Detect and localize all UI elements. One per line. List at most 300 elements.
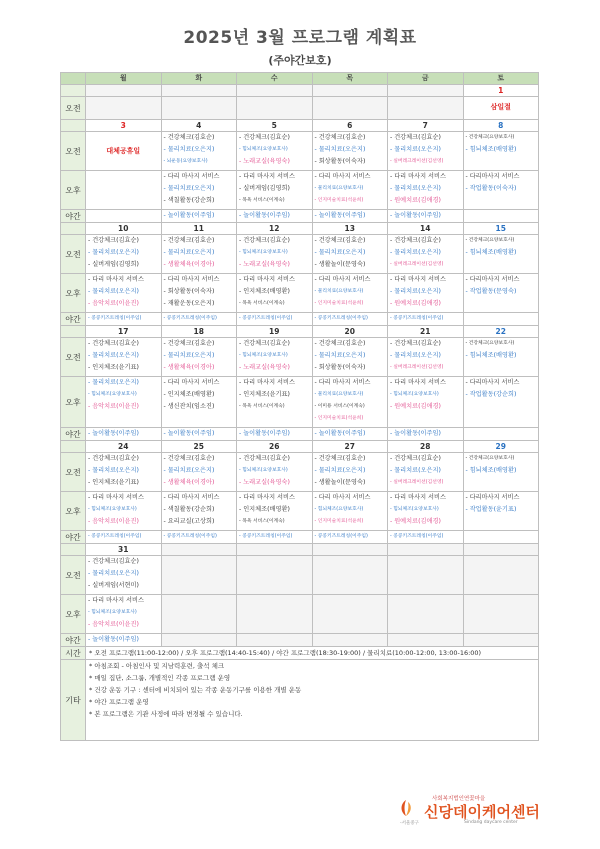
- program-item: - 이미용 서비스(이계숙): [314, 404, 365, 409]
- program-item: - 콩콩키즈트레칭(이주임): [390, 316, 444, 321]
- page-title: 2025년 3월 프로그램 계획표: [183, 28, 417, 48]
- row-label-am: 오전: [61, 453, 86, 492]
- row-label-night: 야간: [61, 428, 86, 441]
- program-item-text: 인지체조(배영환): [243, 288, 290, 295]
- program-item: - 노래교실(육영숙): [239, 158, 290, 165]
- program-item: - 건강체크(김효순): [88, 237, 139, 244]
- program-item: - 음악치료(이윤진): [88, 403, 139, 410]
- holiday-label: 삼일절: [490, 103, 511, 111]
- program-item-text: 실버게임(서현미): [92, 582, 139, 589]
- schedule-cell: [312, 338, 388, 377]
- program-item: - 놀이활동(이주임): [390, 430, 441, 437]
- row-label-pm: 오후: [61, 595, 86, 634]
- program-item-text: 건강체크(김효순): [394, 134, 441, 141]
- date-cell: 20: [312, 326, 388, 338]
- schedule-cell: [86, 377, 162, 428]
- program-item-text: 작업활동(문영숙): [469, 288, 517, 295]
- program-item-text: 힘뇌체조(요양보호사): [393, 392, 439, 397]
- program-item: - 다리 마사지 서비스: [163, 379, 220, 386]
- program-item: - 목욕 서비스(이계숙): [239, 404, 285, 409]
- date-cell: 28: [388, 441, 464, 453]
- program-item: - 건강체크(김효순): [239, 455, 290, 462]
- program-item-text: 다리 마사지 서비스: [394, 276, 446, 283]
- schedule-cell: [388, 531, 464, 544]
- program-item: - 물리치료(오은지): [163, 185, 215, 192]
- program-item: - 힘뇌체조(배영환): [465, 249, 517, 256]
- program-item-text: 인지미술치료(석윤희): [317, 301, 364, 306]
- schedule-cell: [312, 210, 388, 223]
- date-row-label: [61, 85, 86, 97]
- program-item-text: 다리 마사지 서비스: [318, 379, 371, 386]
- program-item-text: 콩콩키즈트레칭(이주임): [317, 316, 368, 321]
- program-item: - 물리치료(오은지): [390, 288, 441, 295]
- program-item-text: 건강체크(김효순): [167, 340, 215, 347]
- program-item-text: 다리 마사지 서비스: [318, 494, 371, 501]
- center-logo: [396, 792, 540, 828]
- program-item-text: 인지미술치료(석윤희): [317, 198, 364, 203]
- logo-subtitle: Sindang daycare center: [464, 820, 518, 825]
- schedule-cell: [161, 235, 237, 274]
- date-row-label: [61, 441, 86, 453]
- schedule-cell: [388, 492, 464, 531]
- program-item-text: 다리 마사지 서비스: [243, 494, 295, 501]
- program-item: - 목욕 서비스(이계숙): [239, 301, 285, 306]
- program-item: - 원예치료(김애경): [390, 300, 441, 307]
- program-item: - 건강체크(김효순): [314, 455, 366, 462]
- program-item: - 회상활동(이숙자): [314, 364, 366, 371]
- program-item: - 물리치료(오은지): [314, 467, 366, 474]
- date-cell: 21: [388, 326, 464, 338]
- program-item: - 물리치료(오은지): [163, 249, 215, 256]
- program-item: - 콩콩키즈트레칭(이주임): [314, 534, 368, 539]
- program-item-text: 물리치료(오은지): [92, 352, 139, 359]
- program-item-text: 생활놀이(문영숙): [318, 261, 366, 268]
- schedule-cell: [312, 171, 388, 210]
- schedule-cell: [388, 338, 464, 377]
- schedule-cell: [312, 274, 388, 313]
- program-item-text: 콩콩키즈트레칭(이주임): [91, 316, 142, 321]
- program-item: - 물리치료(오은지): [314, 249, 366, 256]
- row-label-night: 야간: [61, 531, 86, 544]
- program-item: - 색칠활동(강순희): [163, 197, 215, 204]
- date-cell: [237, 544, 313, 556]
- program-item: - 다리 마사지 서비스: [239, 494, 295, 501]
- schedule-cell: [463, 338, 539, 377]
- row-label-am: 오전: [61, 132, 86, 171]
- schedule-cell: [388, 171, 464, 210]
- schedule-cell: [161, 492, 237, 531]
- program-item: - 콩콩키즈트레칭(이주임): [88, 534, 142, 539]
- program-item-text: 다리 마사지 서비스: [394, 494, 446, 501]
- program-item: - 생활체육(이경아): [163, 261, 215, 268]
- program-item-text: 콩콩키즈트레칭(이주임): [393, 534, 444, 539]
- program-item: - 원예치료(김애경): [390, 403, 441, 410]
- program-item: - 다리 마사지 서비스: [314, 276, 371, 283]
- program-item-text: 힘뇌체조(배영환): [469, 249, 517, 256]
- program-item: - 생활놀이(문영숙): [314, 261, 366, 268]
- program-item: - 노래교실(육영숙): [239, 364, 290, 371]
- program-item-text: 이미용 서비스(이계숙): [317, 404, 365, 409]
- row-label-am: 오전: [61, 97, 86, 120]
- schedule-cell: [463, 97, 539, 120]
- program-item-text: 다리 마사지 서비스: [243, 379, 295, 386]
- schedule-cell: [388, 313, 464, 326]
- program-item-text: 물리치료(요양보호사): [317, 392, 364, 397]
- program-item-text: 물리치료(오은지): [167, 352, 215, 359]
- program-item-text: 건강체크(김효순): [318, 237, 366, 244]
- program-item: - 인지미술치료(석윤희): [314, 198, 364, 203]
- program-item: - 원예치료(김애경): [390, 197, 441, 204]
- program-item-text: 놀이활동(이주임): [167, 212, 215, 219]
- program-item-text: 놀이활동(이주임): [318, 430, 366, 437]
- program-item: - 목욕 서비스(이계숙): [239, 198, 285, 203]
- program-item-text: 회상활동(이숙자): [318, 364, 366, 371]
- program-item-text: 물리치료(오은지): [167, 185, 215, 192]
- program-item-text: 콩콩키즈트레칭(이주임): [166, 316, 217, 321]
- schedule-cell: [463, 556, 539, 595]
- program-item: - 물리치료(오은지): [314, 352, 366, 359]
- date-cell: 8: [463, 120, 539, 132]
- program-item: - 인지미술치료(석윤희): [314, 416, 364, 421]
- program-item-text: 노래교실(육영숙): [243, 479, 290, 486]
- schedule-cell: [312, 595, 388, 634]
- date-cell: 7: [388, 120, 464, 132]
- program-item: - 놀이활동(이주임): [88, 636, 139, 643]
- program-item-text: 건강체크(김효순): [394, 340, 441, 347]
- program-item-text: 건강체크(김효순): [318, 340, 366, 347]
- program-item: - 놀이활동(이주임): [163, 212, 215, 219]
- schedule-cell: [388, 453, 464, 492]
- schedule-cell: [86, 556, 162, 595]
- program-item-text: 힘뇌체조(요양보호사): [393, 507, 439, 512]
- program-item: - 힘뇌체조(배영환): [465, 146, 517, 153]
- schedule-cell: [237, 531, 313, 544]
- program-item-text: 놀이활동(이주임): [243, 212, 290, 219]
- schedule-cell: [388, 97, 464, 120]
- holiday-label: 대체공휴일: [106, 147, 141, 155]
- date-cell: [86, 85, 162, 97]
- day-header: 월: [86, 73, 162, 85]
- program-item-text: 콩콩키즈트레칭(이주임): [242, 534, 293, 539]
- program-item: - 다리 마사지 서비스: [390, 494, 446, 501]
- day-header: 화: [161, 73, 237, 85]
- program-item: - 음악치료(이윤진): [88, 300, 139, 307]
- program-item: - 힘뇌체조(요양보호사): [239, 468, 288, 473]
- program-item-text: 힘뇌체조(배영환): [469, 146, 517, 153]
- date-cell: 25: [161, 441, 237, 453]
- date-cell: 26: [237, 441, 313, 453]
- logo-org: 사회복지법인연꽃마을: [432, 796, 486, 802]
- schedule-cell: [463, 428, 539, 441]
- schedule-cell: [237, 313, 313, 326]
- program-item-text: 건강체크(김효순): [243, 237, 290, 244]
- program-item: - 놀이활동(이주임): [88, 430, 139, 437]
- schedule-cell: [463, 235, 539, 274]
- program-item-text: 물리치료(오은지): [394, 352, 441, 359]
- program-item-text: 뇌운동(요양보호사): [166, 159, 208, 164]
- program-item: - 힘뇌체조(요양보호사): [88, 507, 137, 512]
- program-item: - 힘뇌체조(요양보호사): [88, 610, 137, 615]
- program-item-text: 다리마사지 서비스: [469, 276, 520, 283]
- program-item: - 다리 마사지 서비스: [314, 379, 371, 386]
- schedule-cell: [237, 274, 313, 313]
- row-label-pm: 오후: [61, 492, 86, 531]
- row-label-night: 야간: [61, 210, 86, 223]
- program-item: - 놀이활동(이주임): [239, 430, 290, 437]
- date-cell: 29: [463, 441, 539, 453]
- program-item: - 생신잔치(임소진): [163, 403, 215, 410]
- schedule-cell: [463, 453, 539, 492]
- etc-note: * 본 프로그램은 기관 사정에 따라 변경될 수 있습니다.: [89, 710, 243, 718]
- program-item: - 회상활동(이숙자): [314, 158, 366, 165]
- program-item: - 작업활동(문영숙): [465, 288, 517, 295]
- program-item: - 힘뇌체조(요양보호사): [239, 353, 288, 358]
- program-item: - 힘뇌체조(요양보호사): [88, 392, 137, 397]
- program-item: - 다리마사지 서비스: [465, 494, 520, 501]
- program-item: - 건강체크(요양보호사): [465, 135, 515, 140]
- program-item: - 다리 마사지 서비스: [314, 173, 371, 180]
- program-item: - 다리 마사지 서비스: [390, 276, 446, 283]
- logo-area: -서울중구: [400, 821, 420, 826]
- schedule-cell: [161, 634, 237, 647]
- date-cell: [312, 85, 388, 97]
- date-cell: 27: [312, 441, 388, 453]
- schedule-cell: [388, 210, 464, 223]
- program-item: - 건강체크(요양보호사): [465, 456, 515, 461]
- program-item-text: 물리치료(오은지): [167, 249, 215, 256]
- program-item: - 다리 마사지 서비스: [88, 494, 144, 501]
- date-cell: [312, 544, 388, 556]
- program-item: - 힘뇌체조(배영환): [465, 352, 517, 359]
- program-item: - 생활놀이(문영숙): [314, 479, 366, 486]
- program-item-text: 물리치료(오은지): [167, 467, 215, 474]
- schedule-cell: [463, 274, 539, 313]
- date-cell: 22: [463, 326, 539, 338]
- date-cell: 14: [388, 223, 464, 235]
- program-item: - 생활체육(이경아): [163, 479, 215, 486]
- program-item-text: 건강체크(김효순): [167, 237, 215, 244]
- program-item-text: 회상활동(이숙자): [167, 288, 215, 295]
- program-item-text: 물리치료(오은지): [167, 146, 215, 153]
- date-cell: 10: [86, 223, 162, 235]
- program-item-text: 콩콩키즈트레칭(이주임): [91, 534, 142, 539]
- program-item-text: 놀이활동(이주임): [318, 212, 366, 219]
- schedule-cell: [312, 556, 388, 595]
- schedule-cell: [388, 235, 464, 274]
- schedule-cell: [237, 492, 313, 531]
- schedule-cell: [312, 492, 388, 531]
- logo-name: 신당데이케어센터: [424, 803, 540, 821]
- schedule-cell: [312, 531, 388, 544]
- date-row-label: [61, 223, 86, 235]
- program-item: - 노래교실(육영숙): [239, 479, 290, 486]
- program-item: - 다리 마사지 서비스: [239, 379, 295, 386]
- program-item: - 물리치료(오은지): [88, 249, 139, 256]
- program-item: - 재활운동(오은지): [163, 300, 215, 307]
- program-item: - 실버게임(김영희): [88, 261, 139, 268]
- program-item: - 힘뇌체조(요양보호사): [390, 507, 439, 512]
- row-label-pm: 오후: [61, 377, 86, 428]
- date-cell: 15: [463, 223, 539, 235]
- header-corner: [61, 73, 86, 85]
- program-item: - 음악치료(이윤진): [88, 518, 139, 525]
- program-item: - 물리치료(오은지): [163, 146, 215, 153]
- program-item: - 물리치료(오은지): [390, 467, 441, 474]
- date-cell: 31: [86, 544, 162, 556]
- program-item-text: 건강체크(김효순): [243, 340, 290, 347]
- program-item-text: 목욕 서비스(이계숙): [242, 519, 285, 524]
- program-item-text: 놀이활동(이주임): [167, 430, 215, 437]
- program-item-text: 다리 마사지 서비스: [243, 276, 295, 283]
- program-item: - 콩콩키즈트레칭(이주임): [163, 534, 217, 539]
- schedule-cell: [312, 132, 388, 171]
- program-item-text: 다리 마사지 서비스: [394, 173, 446, 180]
- program-item: - 다리 마사지 서비스: [390, 173, 446, 180]
- program-item: - 인지체조(윤기표): [88, 479, 139, 486]
- program-item-text: 건강체크(김효순): [92, 237, 139, 244]
- program-item: - 다리 마사지 서비스: [239, 276, 295, 283]
- program-item-text: 물리치료(오은지): [92, 379, 139, 386]
- program-item-text: 건강체크(김효순): [92, 455, 139, 462]
- date-row-label: [61, 544, 86, 556]
- schedule-cell: [237, 171, 313, 210]
- schedule-cell: [86, 634, 162, 647]
- program-item: - 건강체크(김효순): [163, 455, 215, 462]
- program-item-text: 원예치료(김애경): [394, 403, 441, 410]
- program-item-text: 건강체크(김효순): [92, 340, 139, 347]
- row-label-am: 오전: [61, 338, 86, 377]
- program-item-text: 물리치료(오은지): [92, 249, 139, 256]
- etc-note: * 건강 운동 기구 : 센터에 비치되어 있는 각종 운동기구를 이용한 개별 운동: [89, 686, 302, 694]
- program-item-text: 인지체조(배영환): [167, 391, 215, 398]
- program-item: - 뇌운동(요양보호사): [163, 159, 208, 164]
- schedule-cell: [312, 97, 388, 120]
- program-item-text: 실버게임(김영희): [243, 185, 290, 192]
- schedule-cell: [86, 428, 162, 441]
- schedule-cell: [463, 377, 539, 428]
- schedule-cell: [86, 313, 162, 326]
- day-header: 수: [237, 73, 313, 85]
- program-item-text: 물리치료(오은지): [92, 288, 139, 295]
- program-item: - 건강체크(김효순): [314, 340, 366, 347]
- program-item-text: 건강체크(김효순): [394, 455, 441, 462]
- program-item: - 인지미술치료(석윤희): [314, 301, 364, 306]
- schedule-cell: [237, 338, 313, 377]
- program-item-text: 다리 마사지 서비스: [167, 379, 220, 386]
- program-item: - 물리치료(오은지): [88, 379, 139, 386]
- program-item-text: 작업활동(이숙자): [469, 185, 517, 192]
- date-cell: [237, 85, 313, 97]
- schedule-cell: [86, 492, 162, 531]
- program-item-text: 물리치료(오은지): [318, 352, 366, 359]
- program-item-text: 노래교실(육영숙): [243, 158, 290, 165]
- schedule-cell: [86, 531, 162, 544]
- program-item: - 생활체육(이경아): [163, 364, 215, 371]
- program-item-text: 인지체조(윤기표): [243, 391, 290, 398]
- date-cell: [463, 544, 539, 556]
- program-item: - 인지체조(배영환): [239, 288, 290, 295]
- program-item: - 실버게임(서현미): [88, 582, 139, 589]
- schedule-cell: [237, 97, 313, 120]
- program-item-text: 다리 마사지 서비스: [167, 494, 220, 501]
- program-item-text: 물리치료(오은지): [92, 467, 139, 474]
- schedule-cell: [161, 595, 237, 634]
- program-item: - 콩콩키즈트레칭(이주임): [390, 534, 444, 539]
- schedule-cell: [161, 274, 237, 313]
- program-item: - 물리치료(오은지): [88, 467, 139, 474]
- program-item: - 건강체크(김효순): [390, 134, 441, 141]
- program-item-text: 실버게임(김영희): [92, 261, 139, 268]
- program-item-text: 다리 마사지 서비스: [318, 173, 371, 180]
- program-item-text: 실버레크레이션(김선영): [393, 480, 444, 485]
- etc-note: * 아침조회 - 아침인사 및 지남력훈련, 출석 체크: [89, 662, 225, 670]
- program-item-text: 다리 마사지 서비스: [92, 597, 144, 604]
- schedule-cell: [237, 595, 313, 634]
- row-label-pm: 오후: [61, 171, 86, 210]
- schedule-cell: [237, 210, 313, 223]
- program-item-text: 인지체조(윤기표): [92, 479, 139, 486]
- program-item-text: 작업활동(윤기표): [469, 506, 517, 513]
- program-item: - 물리치료(오은지): [390, 352, 441, 359]
- schedule-cell: [237, 377, 313, 428]
- day-header: 금: [388, 73, 464, 85]
- day-header: 토: [463, 73, 539, 85]
- program-item: - 콩콩키즈트레칭(이주임): [88, 316, 142, 321]
- program-item: - 다리 마사지 서비스: [163, 494, 220, 501]
- program-item-text: 물리치료(오은지): [394, 467, 441, 474]
- program-item-text: 건강체크(김효순): [318, 134, 366, 141]
- schedule-cell: [237, 453, 313, 492]
- schedule-cell: [161, 313, 237, 326]
- schedule-cell: [312, 235, 388, 274]
- schedule-cell: [388, 377, 464, 428]
- program-item-text: 생활체육(이경아): [167, 261, 215, 268]
- schedule-cell: [312, 313, 388, 326]
- row-label-am: 오전: [61, 235, 86, 274]
- program-item-text: 놀이활동(이주임): [92, 636, 139, 643]
- program-item: - 원예치료(김애경): [390, 518, 441, 525]
- date-cell: [161, 544, 237, 556]
- program-item: - 다리 마사지 서비스: [163, 276, 220, 283]
- program-item-text: 건강체크(김효순): [243, 455, 290, 462]
- program-item-text: 인지체조(배영환): [243, 506, 290, 513]
- program-item-text: 건강체크(요양보호사): [468, 238, 515, 243]
- program-item: - 건강체크(김효순): [163, 237, 215, 244]
- program-item-text: 건강체크(요양보호사): [468, 341, 515, 346]
- program-item: - 물리치료(오은지): [390, 249, 441, 256]
- program-item: - 힘뇌체조(요양보호사): [239, 250, 288, 255]
- program-item-text: 목욕 서비스(이계숙): [242, 198, 285, 203]
- schedule-cell: [388, 132, 464, 171]
- program-item-text: 건강체크(김효순): [167, 134, 215, 141]
- program-item-text: 목욕 서비스(이계숙): [242, 404, 285, 409]
- program-item: - 건강체크(김효순): [239, 340, 290, 347]
- program-item-text: 물리치료(오은지): [318, 146, 366, 153]
- schedule-cell: [237, 235, 313, 274]
- schedule-cell: [312, 377, 388, 428]
- program-item: - 다리 마사지 서비스: [314, 494, 371, 501]
- program-item-text: 색칠활동(강순희): [167, 197, 215, 204]
- program-item: - 건강체크(요양보호사): [465, 341, 515, 346]
- program-item-text: 건강체크(요양보호사): [468, 135, 515, 140]
- program-item: - 인지체조(윤기표): [88, 364, 139, 371]
- program-item-text: 회상활동(이숙자): [318, 158, 366, 165]
- program-item: - 물리치료(요양보호사): [314, 392, 364, 397]
- schedule-cell: [237, 634, 313, 647]
- program-item: - 실버레크레이션(김선영): [390, 365, 444, 370]
- row-label-time: 시간: [61, 647, 86, 660]
- schedule-cell: [86, 235, 162, 274]
